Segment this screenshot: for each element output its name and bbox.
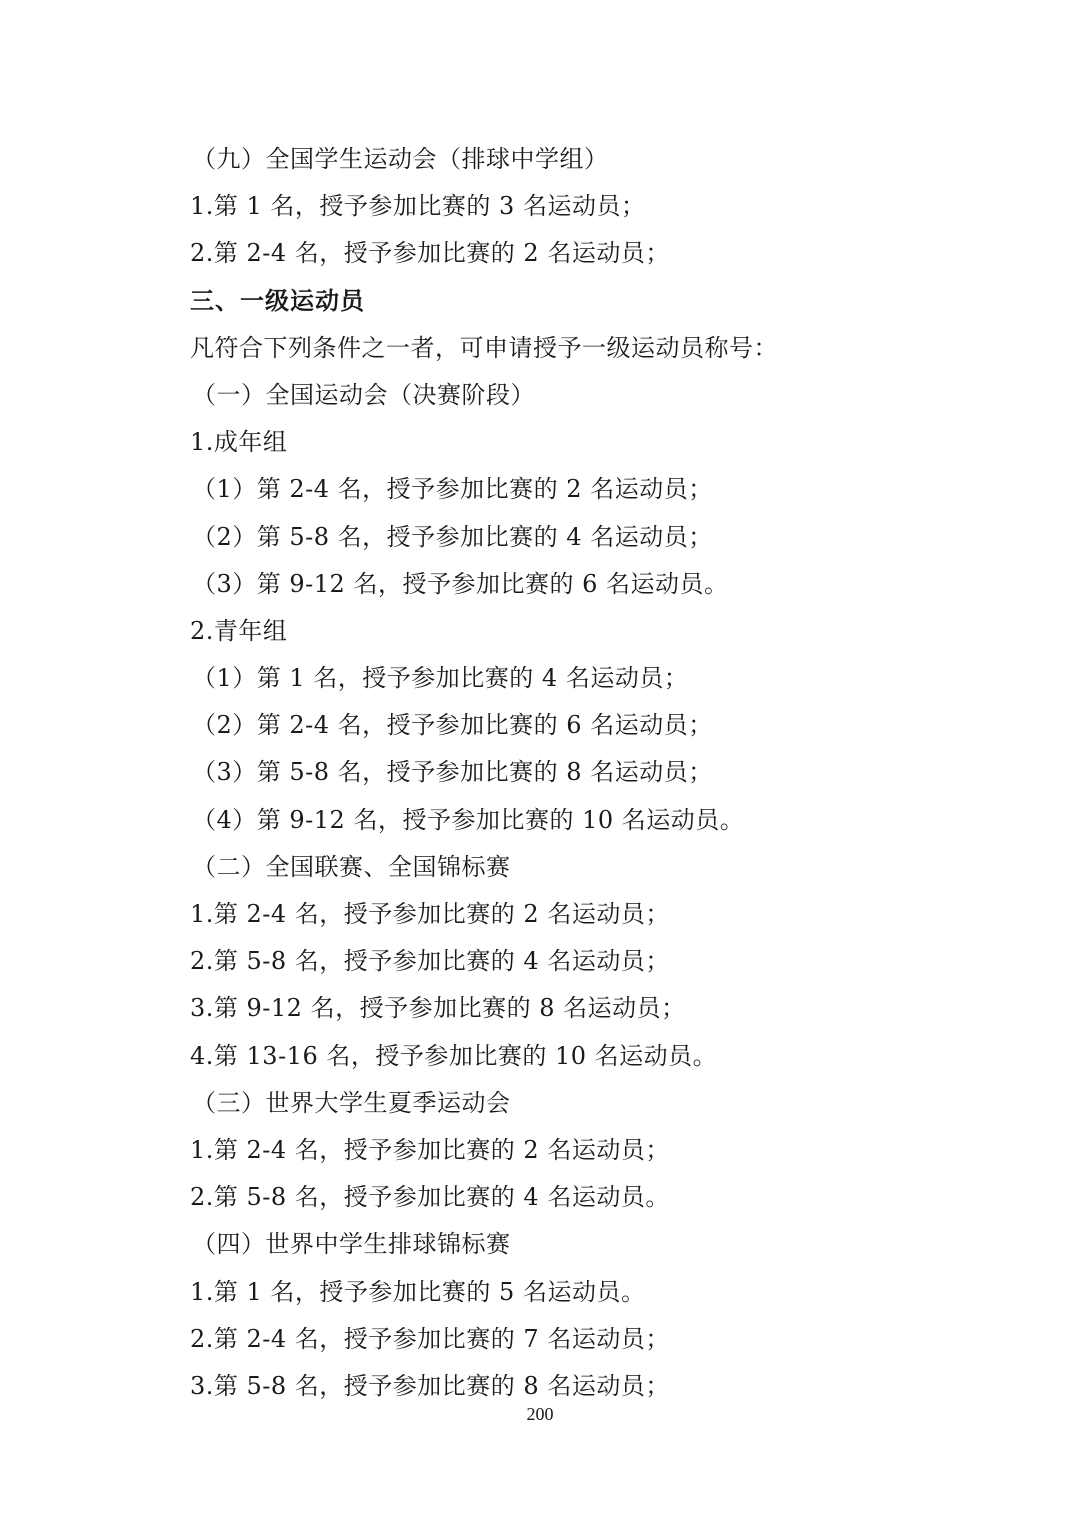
text-line: 2.第 5-8 名，授予参加比赛的 4 名运动员。 <box>190 1183 670 1212</box>
text-line: 1.第 1 名，授予参加比赛的 3 名运动员； <box>190 192 646 221</box>
text-line: （3）第 9-12 名，授予参加比赛的 6 名运动员。 <box>192 569 729 598</box>
text-line: 1.成年组 <box>190 428 288 457</box>
text-line: 2.第 2-4 名，授予参加比赛的 7 名运动员； <box>190 1324 670 1353</box>
text-line: 3.第 5-8 名，授予参加比赛的 8 名运动员； <box>190 1371 670 1400</box>
text-line: （九）全国学生运动会（排球中学组） <box>192 145 609 173</box>
text-line: （2）第 2-4 名，授予参加比赛的 6 名运动员； <box>192 711 713 740</box>
text-line: 2.青年组 <box>190 616 288 645</box>
text-line: 凡符合下列条件之一者，可申请授予一级运动员称号： <box>190 333 778 362</box>
text-line: （1）第 1 名，授予参加比赛的 4 名运动员； <box>192 664 689 693</box>
section-heading: 三、一级运动员 <box>190 286 365 315</box>
text-line: （3）第 5-8 名，授予参加比赛的 8 名运动员； <box>192 758 713 787</box>
text-line: （4）第 9-12 名，授予参加比赛的 10 名运动员。 <box>192 805 745 834</box>
text-line: 2.第 5-8 名，授予参加比赛的 4 名运动员； <box>190 947 670 976</box>
text-line: （1）第 2-4 名，授予参加比赛的 2 名运动员； <box>192 475 713 504</box>
text-line: （2）第 5-8 名，授予参加比赛的 4 名运动员； <box>192 522 713 551</box>
text-line: 3.第 9-12 名，授予参加比赛的 8 名运动员； <box>190 994 686 1023</box>
text-line: 2.第 2-4 名，授予参加比赛的 2 名运动员； <box>190 239 670 268</box>
text-line: 1.第 2-4 名，授予参加比赛的 2 名运动员； <box>190 1135 670 1164</box>
document-body <box>190 136 1010 1410</box>
page-number: 200 <box>526 1404 554 1424</box>
text-line: 1.第 2-4 名，授予参加比赛的 2 名运动员； <box>190 900 670 928</box>
text-line: 1.第 1 名，授予参加比赛的 5 名运动员。 <box>190 1277 646 1306</box>
text-line: （三）世界大学生夏季运动会 <box>192 1088 511 1117</box>
text-line: （二）全国联赛、全国锦标赛 <box>192 852 511 881</box>
text-line: 4.第 13-16 名，授予参加比赛的 10 名运动员。 <box>190 1041 718 1070</box>
text-line: （四）世界中学生排球锦标赛 <box>192 1230 511 1259</box>
text-line: （一）全国运动会（决赛阶段） <box>192 380 535 409</box>
